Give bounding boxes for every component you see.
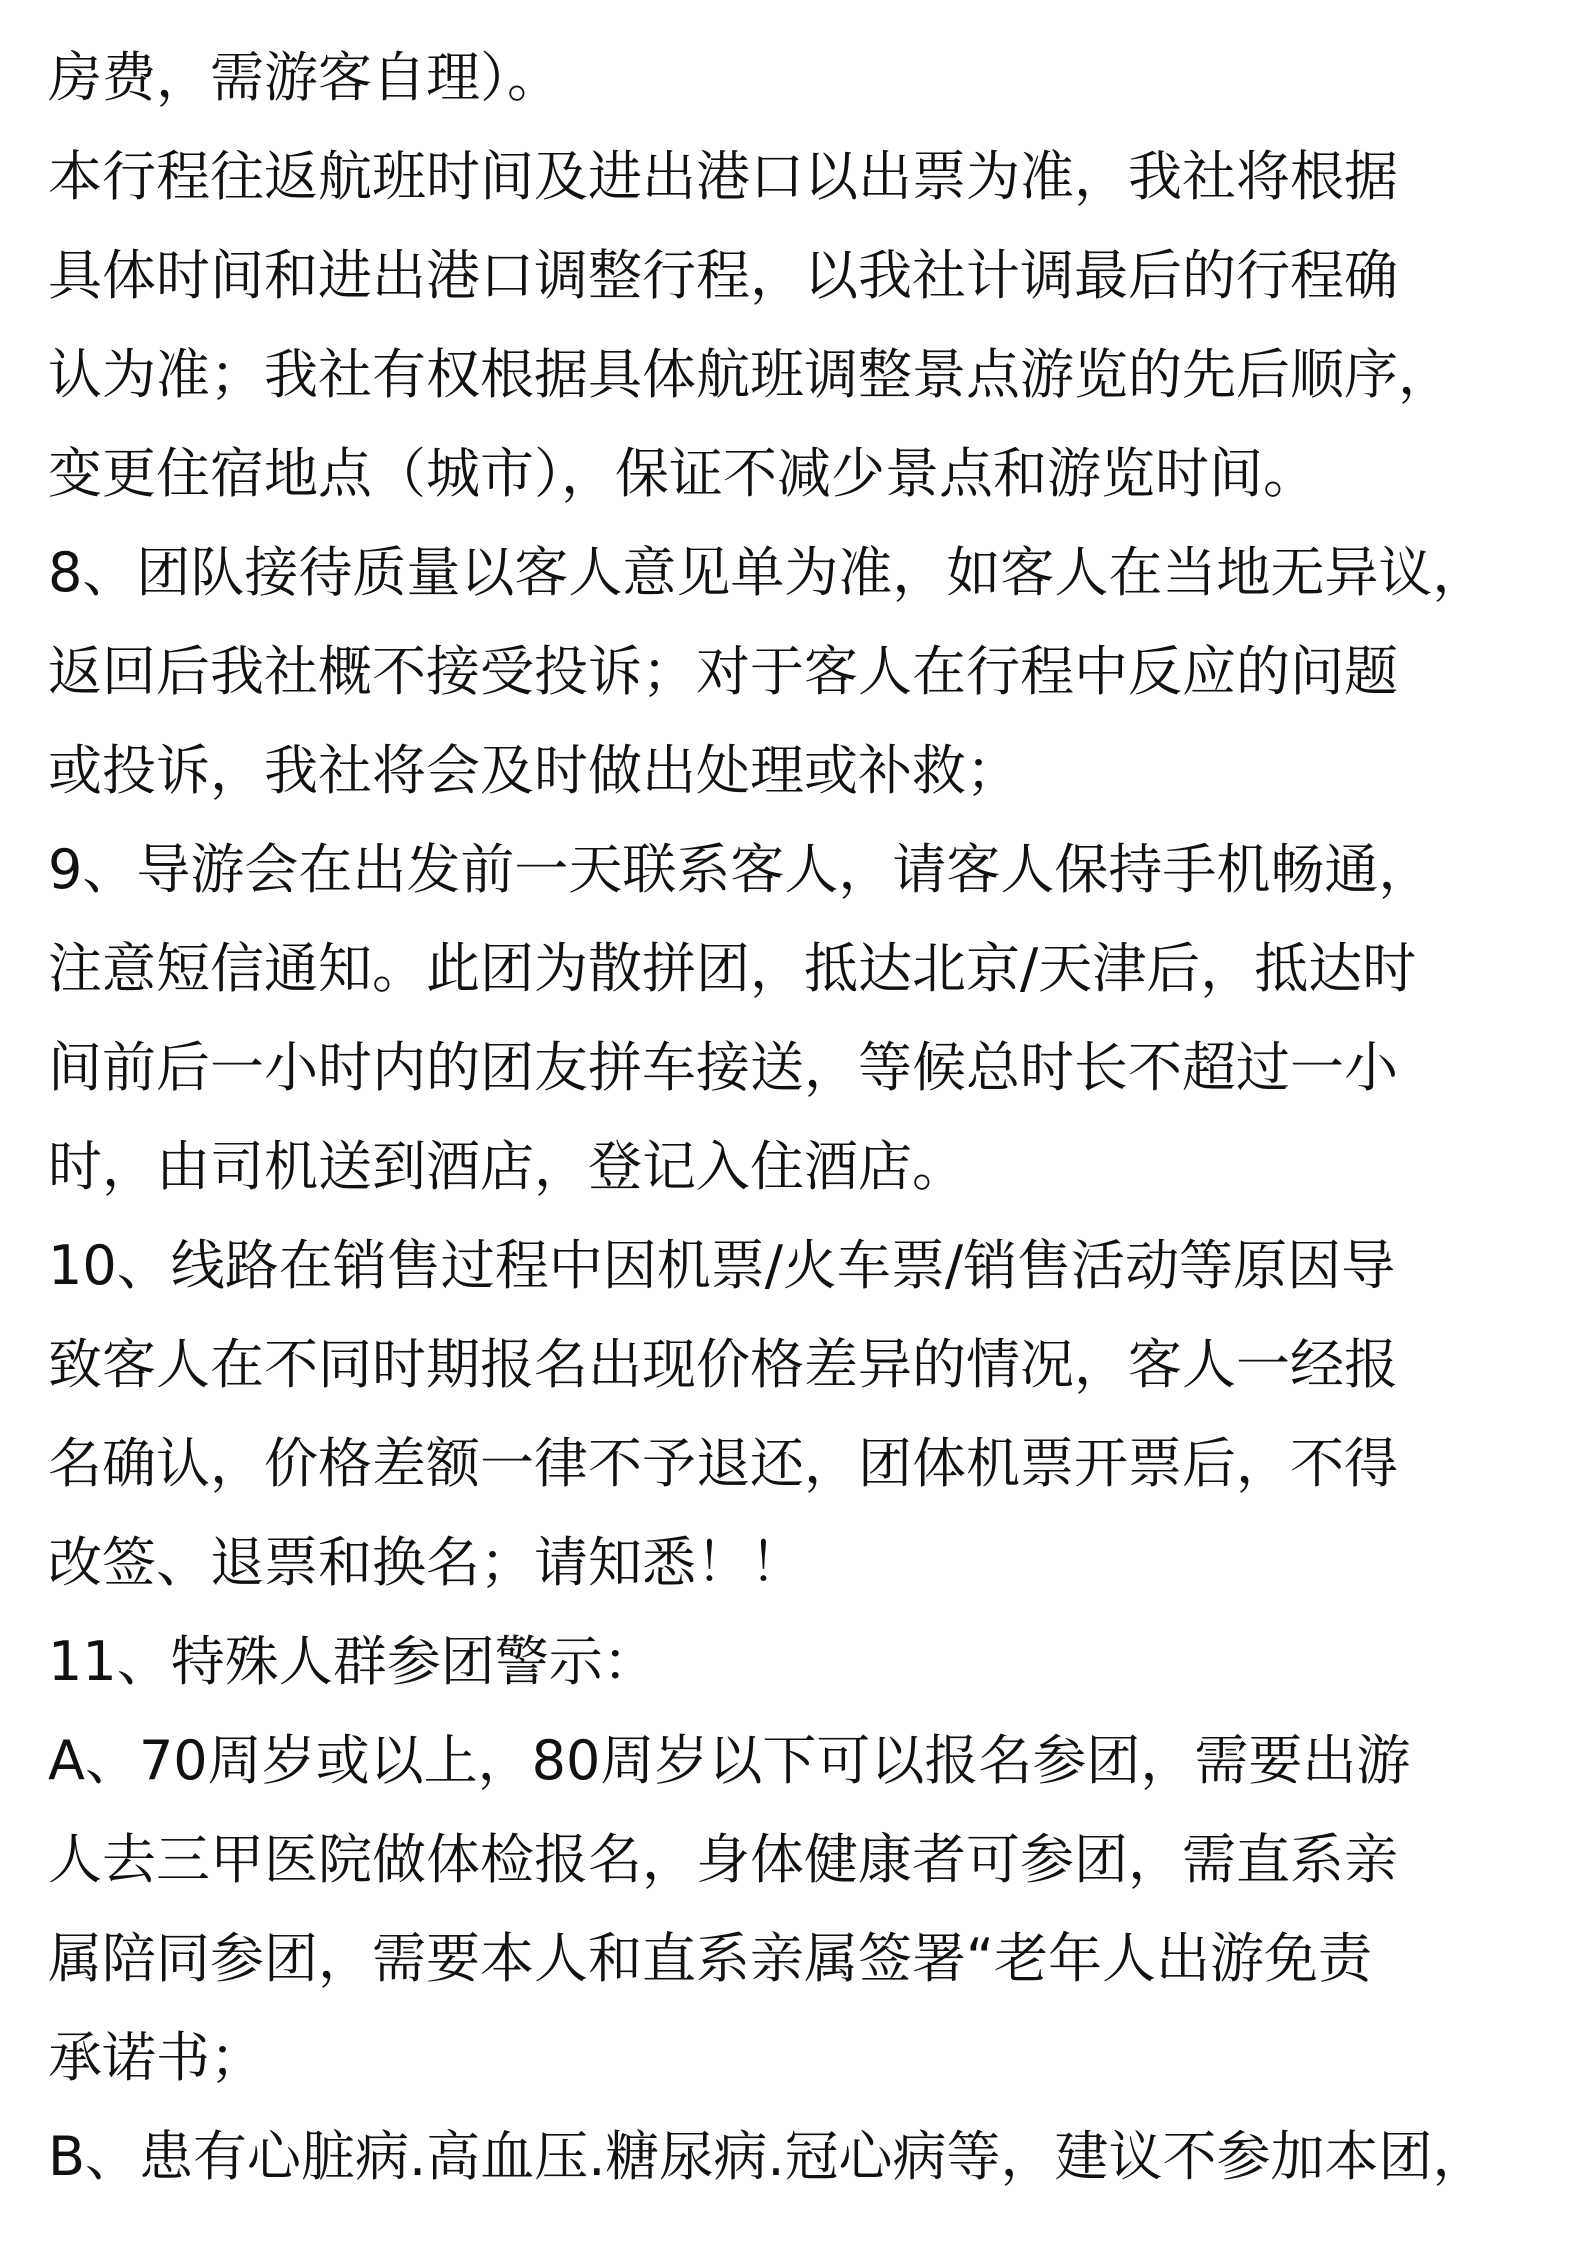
text-line: 具体时间和进出港口调整行程，以我社计调最后的行程确 [48, 244, 1398, 307]
text-line: 变更住宿地点（城市），保证不减少景点和游览时间。 [48, 442, 1317, 505]
text-line: 房费，需游客自理）。 [48, 46, 561, 109]
text-line: 9、导游会在出发前一天联系客人，请客人保持手机畅通， [48, 838, 1433, 901]
text-line: 8、团队接待质量以客人意见单为准，如客人在当地无异议， [48, 541, 1487, 604]
text-line: 认为准；我社有权根据具体航班调整景点游览的先后顺序， [48, 343, 1452, 406]
text-line: B、患有心脏病.高血压.糖尿病.冠心病等，建议不参加本团， [48, 2125, 1487, 2188]
text-line: 时，由司机送到酒店，登记入住酒店。 [48, 1135, 966, 1198]
text-line: 属陪同参团，需要本人和直系亲属签署“老年人出游免责 [48, 1927, 1372, 1990]
text-line: 名确认，价格差额一律不予退还，团体机票开票后，不得 [48, 1432, 1398, 1495]
text-line: 间前后一小时内的团友拼车接送，等候总时长不超过一小 [48, 1036, 1398, 1099]
text-line: 人去三甲医院做体检报名，身体健康者可参团，需直系亲 [48, 1828, 1398, 1891]
text-line: 注意短信通知。此团为散拼团，抵达北京/天津后，抵达时 [48, 937, 1417, 1000]
text-line: 改签、退票和换名；请知悉！！ [48, 1531, 804, 1594]
text-line: 承诺书； [48, 2026, 264, 2089]
text-line: 或投诉，我社将会及时做出处理或补救； [48, 739, 1020, 802]
text-line: 返回后我社概不接受投诉；对于客人在行程中反应的问题 [48, 640, 1398, 703]
text-line: 11、特殊人群参团警示： [48, 1630, 657, 1693]
text-line: 10、线路在销售过程中因机票/火车票/销售活动等原因导 [48, 1234, 1396, 1297]
document-body [48, 28, 1548, 2206]
text-line: 本行程往返航班时间及进出港口以出票为准，我社将根据 [48, 145, 1398, 208]
text-line: A、70周岁或以上，80周岁以下可以报名参团，需要出游 [48, 1729, 1411, 1792]
text-line: 致客人在不同时期报名出现价格差异的情况，客人一经报 [48, 1333, 1398, 1396]
